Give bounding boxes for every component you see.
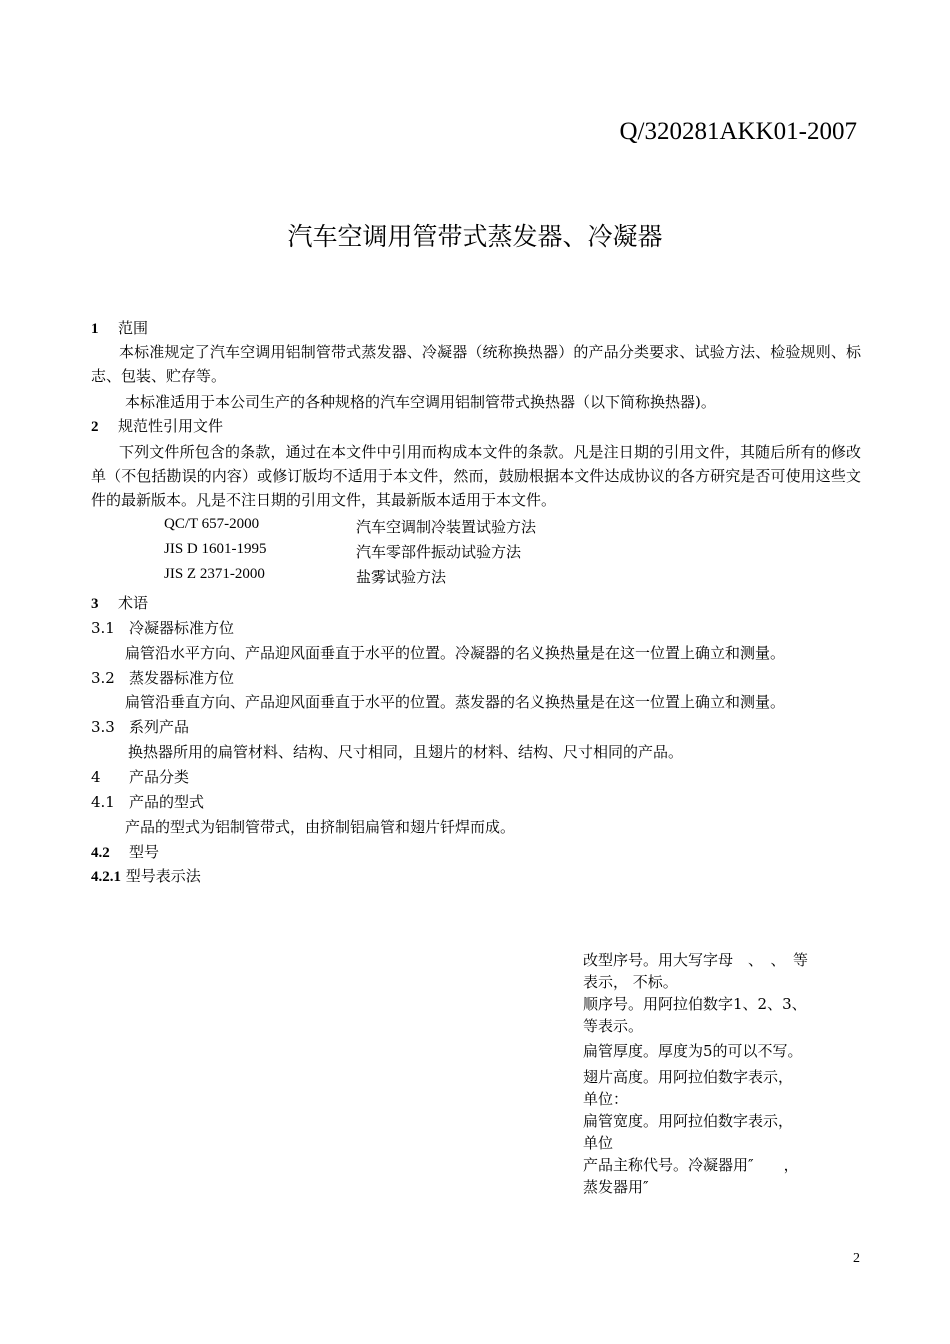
legend-line: 扁管厚度。厚度为5的可以不写。 [583,1042,803,1060]
legend-line: 翅片高度。用阿拉伯数字表示， [583,1068,794,1086]
section-2-heading [91,414,223,439]
subsection-number: 4.2 [91,845,110,861]
subsection-title: 冷凝器标准方位 [129,619,235,637]
page-number: 2 [853,1251,860,1266]
standard-number: Q/320281AKK01-2007 [619,118,857,145]
section-3-heading [91,591,148,616]
legend-line: 表示， 不标。 [583,973,678,991]
subsection-number: 4.2.1 [91,869,121,885]
subsection-4-2-1-heading [91,864,201,889]
document-title: 汽车空调用管带式蒸发器、冷凝器 [287,222,663,251]
subsection-4-1-text: 产品的型式为铝制管带式，由挤制铝扁管和翅片钎焊而成。 [125,818,516,836]
subsection-4-2-heading [91,840,159,865]
legend-line: 单位 [583,1134,614,1152]
subsection-4-1-heading [91,790,204,814]
legend-line: 等表示。 [583,1017,644,1035]
section-title: 产品分类 [129,768,190,786]
section-1-paragraph-1: 本标准规定了汽车空调用铝制管带式蒸发器、冷凝器（统称换热器）的产品分类要求、试验方法、检验规则、标志、包装、贮存等。 [91,343,861,385]
reference-code: JIS D 1601-1995 [164,541,267,557]
section-number: 3 [91,596,99,612]
section-number: 1 [91,321,99,337]
subsection-3-2-text: 扁管沿垂直方向、产品迎风面垂直于水平的位置。蒸发器的名义换热量是在这一位置上确立和测量。 [125,693,786,711]
section-4-heading [91,765,189,789]
subsection-3-1-text: 扁管沿水平方向、产品迎风面垂直于水平的位置。冷凝器的名义换热量是在这一位置上确立和测量。 [125,644,786,662]
subsection-3-1-heading [91,616,234,640]
legend-line: 单位： [583,1090,629,1108]
section-number: 2 [91,419,99,435]
section-title: 术语 [118,594,149,612]
subsection-title: 蒸发器标准方位 [129,669,235,687]
subsection-3-3-text: 换热器所用的扁管材料、结构、尺寸相同，且翅片的材料、结构、尺寸相同的产品。 [128,743,684,761]
subsection-number: 3.2 [91,669,115,687]
section-1-heading [91,316,148,341]
reference-name: 汽车空调制冷装置试验方法 [356,518,537,536]
subsection-number: 3.3 [91,718,115,736]
section-number: 4 [91,768,101,786]
legend-line: 顺序号。用阿拉伯数字1、2、3、 [583,995,807,1013]
legend-line: 产品主称代号。冷凝器用″ ， [583,1156,799,1174]
subsection-title: 型号 [129,843,160,861]
section-title: 范围 [118,319,149,337]
reference-name: 汽车零部件振动试验方法 [356,543,522,561]
section-1-paragraph-2: 本标准适用于本公司生产的各种规格的汽车空调用铝制管带式换热器（以下简称换热器)。 [125,393,716,411]
subsection-number: 3.1 [91,619,115,637]
subsection-number: 4.1 [91,793,115,811]
subsection-3-3-heading [91,715,189,739]
reference-code: JIS Z 2371-2000 [164,566,265,582]
legend-line: 蒸发器用″ [583,1178,649,1196]
section-title: 规范性引用文件 [118,417,224,435]
section-2-paragraph: 下列文件所包含的条款，通过在本文件中引用而构成本文件的条款。凡是注日期的引用文件，其随后所有的修改单（不包括勘误的内容）或修订版均不适用于本文件，然而，鼓励根据本文件达成协议的各方研究是否可使用这些文件的最新版本。凡是不注日期的引用文件，其最新版本适用于本文件。 [91,443,861,509]
reference-name: 盐雾试验方法 [356,568,447,586]
reference-code: QC/T 657-2000 [164,516,260,532]
subsection-title: 产品的型式 [129,793,205,811]
subsection-title: 系列产品 [129,718,190,736]
legend-line: 改型序号。用大写字母 、 、 等 [583,951,809,969]
subsection-title: 型号表示法 [125,867,201,885]
subsection-3-2-heading [91,666,234,690]
legend-line: 扁管宽度。用阿拉伯数字表示， [583,1112,794,1130]
